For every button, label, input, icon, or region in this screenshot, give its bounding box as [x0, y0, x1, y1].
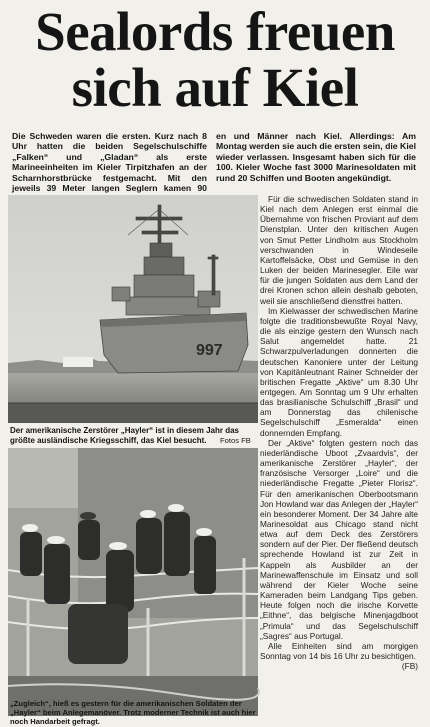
sailors-photo-caption: „Zugleich“, hieß es gestern für die amerikanischen Soldaten der „Hayler“ beim Anlegemanöver. Trotz moderner Technik ist auch hier noch Handarbeit gefragt.	[10, 699, 256, 726]
body-paragraph-2: Im Kielwasser der schwedischen Marine folgte die traditionsbewußte Royal Navy, die als einzige gestern den Wunsch nach Salut angemeldet hatte. 21 Schwarzpulverladungen donnerten die deutschen Kanoniere unter der Leitung von Kapitänleutnant Rainer Schneider der britischen Fregatte „Aktive“ um 8.30 Uhr entgegen. Am Sonntag um 9 Uhr erhalten das brasilianische Schulschiff „Brasil“ und am Donnerstag das chilenische Segelschulschiff „Esmeralda“ einen donnernden Empfang.	[260, 305, 418, 438]
sailors-photo-caption-end: Handarbeit gefragt.	[30, 717, 100, 726]
destroyer-photo	[8, 195, 258, 423]
headline-line-1: Sealords freuen	[35, 1, 395, 62]
body-paragraph-3: Der „Aktive“ folgten gestern noch das niederländische Uboot „Zvaardvis“, der amerikanische Zerstörer „Hayler“, der französische Versorger „Loire“ und die niederländische Fregatte „Pieter Florisz“. Für den amerikanischen Oberbootsmann Jon Howland war das Anlegen der „Hayler“ ein besonderer Moment. Der 34 Jahre alte Marinesoldat aus Chicago stand nicht etwa auf dem Deck des Zerstörers sondern auf der Pier. Der fließend deutsch sprechende Howland ist zur Zeit in Kappeln als Ausbilder an der Marinewaffenschule im Einsatz und soll während der Kieler Woche seine Kameraden beim Landgang Tips geben. Heute folgen noch die irische Korvette „Eithne“, das belgische Minenjagdboot „Primula“ und das Segelschulschiff „Sagres“ aus Portugal.	[260, 437, 418, 641]
body-paragraph-4-text: Alle Einheiten sind am morgigen Sonntag von 14 bis 16 Uhr zu besichtigen.	[260, 640, 418, 662]
hull-number: 997	[196, 342, 223, 359]
sailors-mooring-photo	[8, 448, 258, 716]
author-signature: (FB)	[401, 661, 418, 672]
body-paragraph-4	[260, 640, 418, 672]
lead-paragraph-part-1: Die Schweden waren die ersten. Kurz nach 8 Uhr hatten die beiden Segelschulschiffe „Falken“ und „Gladan“ als erste Marineeinheiten im Kieler Tirpitzhafen an der Scharnhorstbrücke festgemacht. Mit den jeweils 39 Meter langen Seglern kamen 90	[12, 131, 207, 194]
destroyer-illustration	[8, 195, 258, 423]
body-paragraph-1: Für die schwedischen Soldaten stand in Kiel nach dem Anlegen erst einmal die Übernahme von frischen Proviant auf dem Dienstplan. Unter den kritischen Augen von Smut Petter Lindholm aus Stockholm verschwanden in Windeseile Kartoffelsäcke, Obst und Gemüse in den Luken der beiden Marinesegler. Eile war für die jungen Soldaten aus dem Land der drei Kronen schon allein deshalb geboten, weil sie anschließend dienstfrei hatten.	[260, 194, 418, 306]
headline	[8, 1, 422, 118]
photo-credit: Fotos FB	[220, 436, 251, 445]
sailors-illustration	[8, 448, 258, 716]
lead-paragraph-part-2: en und Männer nach Kiel. Allerdings: Am Montag werden sie auch die ersten sein, die Kiel wieder verlassen. Insgesamt haben sich für die 100. Kieler Woche fast 3000 Marinesoldaten mit rund 20 Schiffen und Booten angekündigt.	[216, 131, 416, 183]
headline-line-2: sich auf Kiel	[71, 57, 359, 118]
destroyer-photo-caption: Der amerikanische Zerstörer „Hayler“ ist in diesem Jahr das größte ausländische Kriegsschiff, das Kiel besucht.	[10, 426, 239, 445]
article-body-column	[260, 194, 418, 671]
